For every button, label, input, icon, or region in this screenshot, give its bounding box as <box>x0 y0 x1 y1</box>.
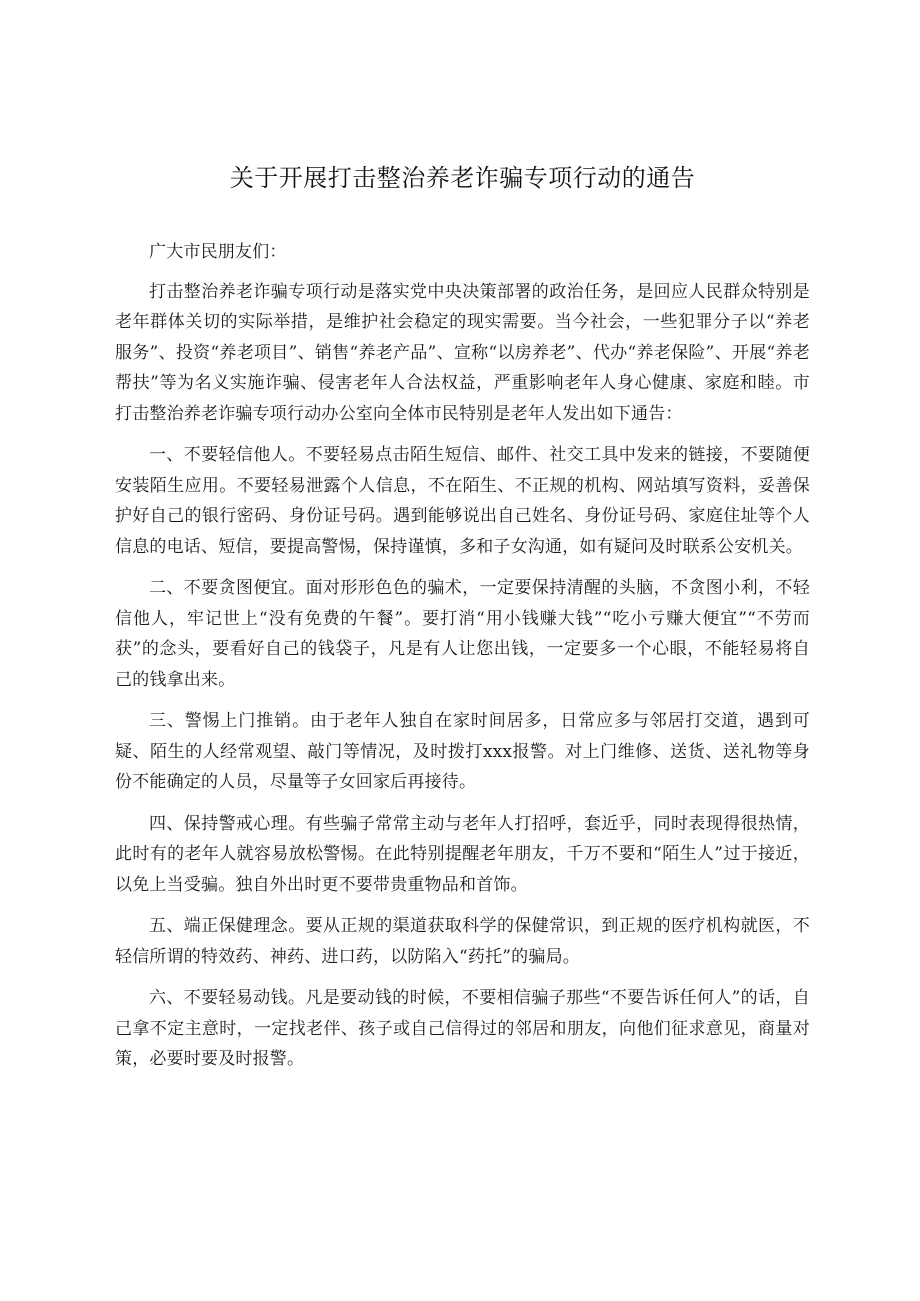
notice-item-5: 五、端正保健理念。要从正规的渠道获取科学的保健常识，到正规的医疗机构就医，不轻信所谓的特效药、神药、进口药，以防陷入“药托”的骗局。 <box>115 916 810 967</box>
salutation: 广大市民朋友们： <box>149 242 287 262</box>
notice-item-2: 二、不要贪图便宜。面对形形色色的骗术，一定要保持清醒的头脑，不贪图小利，不轻信他人，牢记世上“没有免费的午餐”。要打消“用小钱赚大钱”“吃小亏赚大便宜”“不劳而获”的念头，要看好自己的钱袋子，凡是有人让您出钱，一定要多一个心眼，不能轻易将自己的钱拿出来。 <box>115 578 810 690</box>
notice-item-6: 六、不要轻易动钱。凡是要动钱的时候，不要相信骗子那些“不要告诉任何人”的话，自己拿不定主意时，一定找老伴、孩子或自己信得过的邻居和朋友，向他们征求意见，商量对策，必要时要及时报警。 <box>115 988 810 1069</box>
intro-paragraph: 打击整治养老诈骗专项行动是落实党中央决策部署的政治任务，是回应人民群众特别是老年群体关切的实际举措，是维护社会稳定的现实需要。当今社会，一些犯罪分子以“养老服务”、投资“养老项目”、销售“养老产品”、宣称“以房养老”、代办“养老保险”、开展“养老帮扶”等为名义实施诈骗、侵害老年人合法权益，严重影响老年人身心健康、家庭和睦。市打击整治养老诈骗专项行动办公室向全体市民特别是老年人发出如下通告： <box>115 281 810 424</box>
document-page <box>115 158 810 1086</box>
notice-item-3: 三、警惕上门推销。由于老年人独自在家时间居多，日常应多与邻居打交道，遇到可疑、陌生的人经常观望、敲门等情况，及时拨打xxx报警。对上门维修、送货、送礼物等身份不能确定的人员，尽量等子女回家后再接待。 <box>115 711 810 792</box>
notice-item-4: 四、保持警戒心理。有些骗子常常主动与老年人打招呼，套近乎，同时表现得很热情，此时有的老年人就容易放松警惕。在此特别提醒老年朋友，千万不要和“陌生人”过于接近，以免上当受骗。独自外出时更不要带贵重物品和首饰。 <box>115 813 810 895</box>
document-title: 关于开展打击整治养老诈骗专项行动的通告 <box>229 164 696 192</box>
notice-item-1: 一、不要轻信他人。不要轻易点击陌生短信、邮件、社交工具中发来的链接，不要随便安装陌生应用。不要轻易泄露个人信息，不在陌生、不正规的机构、网站填写资料，妥善保护好自己的银行密码、身份证号码。遇到能够说出自己姓名、身份证号码、家庭住址等个人信息的电话、短信，要提高警惕，保持谨慎，多和子女沟通，如有疑问及时联系公安机关。 <box>115 445 810 557</box>
